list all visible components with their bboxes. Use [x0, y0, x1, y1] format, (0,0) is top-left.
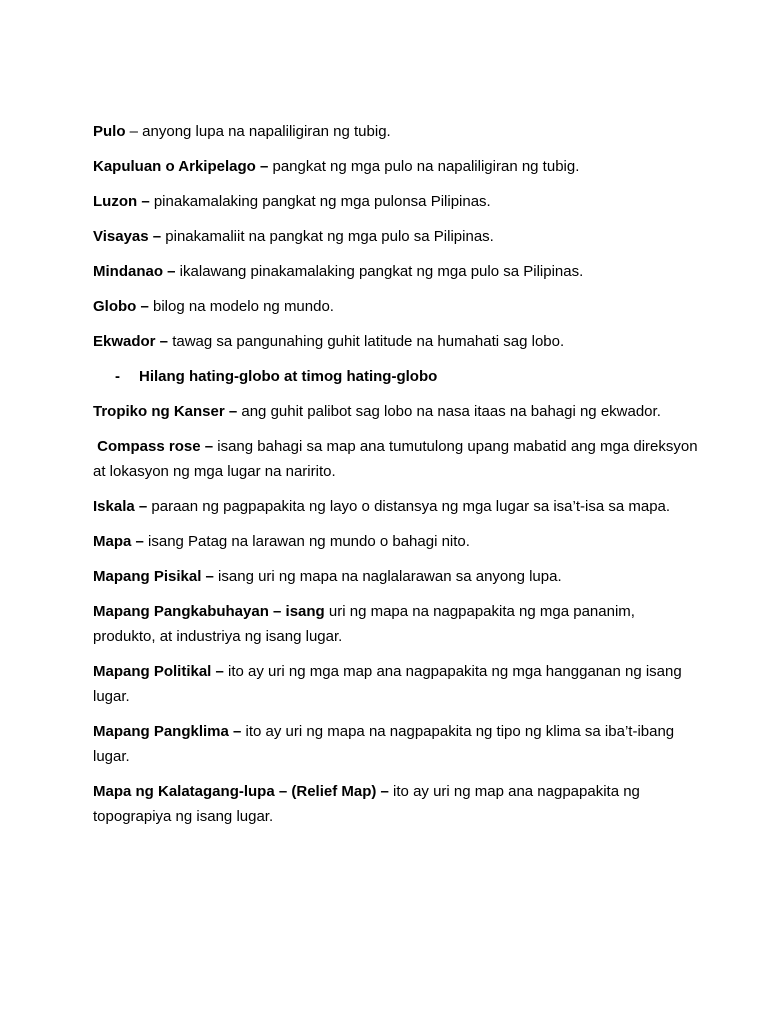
bullet-text: Hilang hating-globo at timog hating-globo [139, 368, 438, 385]
definition-mapa [93, 529, 698, 554]
term: Luzon – [93, 193, 150, 210]
definition: uri ng mapa na nagpapakita ng mga pananim, produkto, at industriya ng isang lugar. [93, 603, 635, 645]
definition-tropiko-ng-kanser [93, 399, 698, 424]
definition: pangkat ng mga pulo na napaliligiran ng tubig. [268, 158, 580, 175]
term: Mapang Pangkabuhayan – isang [93, 603, 325, 620]
definition-mapang-pangkabuhayan [93, 599, 698, 649]
bullet-item [93, 364, 698, 389]
term: Mapang Pangklima – [93, 723, 242, 740]
definition: ito ay uri ng mga map ana nagpapakita ng mga hangganan ng isang lugar. [93, 663, 682, 705]
definition-relief-map [93, 779, 698, 829]
term: Pulo [93, 123, 126, 140]
definition: isang uri ng mapa na naglalarawan sa anyong lupa. [213, 568, 562, 585]
definition-iskala [93, 494, 698, 519]
term: Kapuluan o Arkipelago – [93, 158, 269, 175]
term: Mapang Pisikal – [93, 568, 214, 585]
definition: isang Patag na larawan ng mundo o bahagi nito. [143, 533, 470, 550]
definition: pinakamalaking pangkat ng mga pulonsa Pilipinas. [149, 193, 491, 210]
term: Mapang Politikal – [93, 663, 224, 680]
term: Mapa – [93, 533, 144, 550]
definition: paraan ng pagpapakita ng layo o distansya ng mga lugar sa isa’t-isa sa mapa. [147, 498, 671, 515]
definition: – anyong lupa na napaliligiran ng tubig. [125, 123, 391, 140]
definition-mindanao [93, 259, 698, 284]
definition-compass-rose [93, 434, 698, 484]
definition-luzon [93, 189, 698, 214]
definition: ikalawang pinakamalaking pangkat ng mga pulo sa Pilipinas. [175, 263, 584, 280]
term: Compass rose – [93, 438, 214, 455]
definition-kapuluan [93, 154, 698, 179]
bullet-mark: - [115, 368, 120, 385]
term: Iskala – [93, 498, 148, 515]
term: Ekwador – [93, 333, 169, 350]
definition-mapang-pisikal [93, 564, 698, 589]
term: Tropiko ng Kanser – [93, 403, 238, 420]
definition: ang guhit palibot sag lobo na nasa itaas na bahagi ng ekwador. [237, 403, 661, 420]
definition-pulo [93, 119, 698, 144]
definition-mapang-politikal [93, 659, 698, 709]
definition: ito ay uri ng mapa na nagpapakita ng tipo ng klima sa iba’t-ibang lugar. [93, 723, 675, 765]
definition-ekwador [93, 329, 698, 354]
definition: pinakamaliit na pangkat ng mga pulo sa Pilipinas. [161, 228, 494, 245]
term: Mindanao – [93, 263, 176, 280]
definition-visayas [93, 224, 698, 249]
definition: tawag sa pangunahing guhit latitude na humahati sag lobo. [168, 333, 565, 350]
definition: bilog na modelo ng mundo. [148, 298, 334, 315]
definition: ito ay uri ng map ana nagpapakita ng topograpiya ng isang lugar. [93, 783, 640, 825]
term: Visayas – [93, 228, 162, 245]
definition-globo [93, 294, 698, 319]
definition: isang bahagi sa map ana tumutulong upang mabatid ang mga direksyon at lokasyon ng mga lugar na naririto. [93, 438, 698, 480]
term: Globo – [93, 298, 149, 315]
definition-mapang-pangklima [93, 719, 698, 769]
term: Mapa ng Kalatagang-lupa – (Relief Map) – [93, 783, 389, 800]
